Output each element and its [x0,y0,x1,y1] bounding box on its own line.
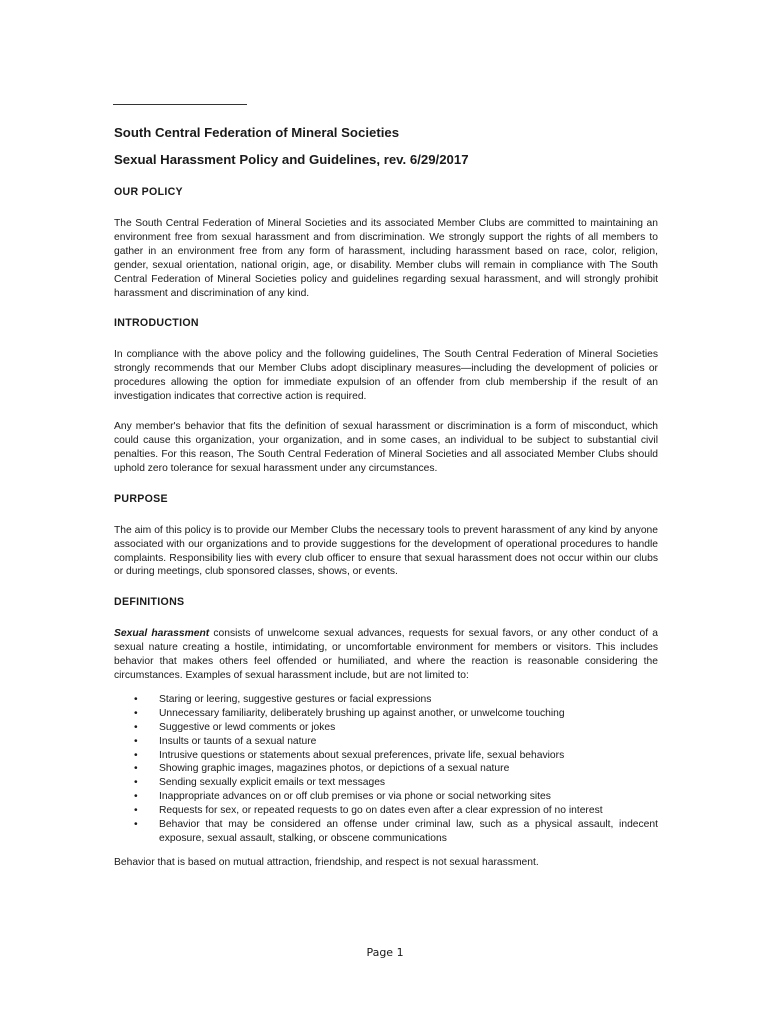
bullet-icon: • [134,763,138,775]
list-item: • Staring or leering, suggestive gestures or facial expressions [134,693,432,705]
purpose-paragraph: The aim of this policy is to provide our Member Clubs the necessary tools to prevent harassment of any kind by anyone associated with our organizations and to provide suggestions for the development of operational procedures to handle complaints. Responsibility lies with every club officer to ensure that sexual harassment does not occur within our clubs or during meetings, club sponsored classes, shows, or events. [114,524,658,578]
list-item: • Showing graphic images, magazines photos, or depictions of a sexual nature [134,763,510,775]
bullet-icon: • [134,805,138,817]
section-heading-purpose: PURPOSE [114,492,168,505]
examples-list [114,693,658,846]
document-body [114,124,658,886]
section-heading-definitions: DEFINITIONS [114,596,185,609]
bullet-icon: • [134,721,138,733]
bullet-icon: • [134,735,138,747]
organization-title: South Central Federation of Mineral Societies [114,125,400,140]
bullet-icon: • [134,693,138,705]
bullet-icon: • [134,749,138,761]
signature-line [113,104,247,105]
list-item: • Inappropriate advances on or off club premises or via phone or social networking sites [134,791,551,803]
document-title: Sexual Harassment Policy and Guidelines, rev. 6/29/2017 [114,152,469,167]
list-item: • Behavior that may be considered an offense under criminal law, such as a physical assault, indecent exposure, sexual assault, stalking, or obscene communications [134,819,658,844]
list-item: • Suggestive or lewd comments or jokes [134,721,336,733]
section-heading-introduction: INTRODUCTION [114,317,199,330]
list-item: • Insults or taunts of a sexual nature [134,735,317,747]
definition-paragraph [114,627,658,683]
bullet-icon: • [134,777,138,789]
bullet-icon: • [134,707,138,719]
closing-paragraph: Behavior that is based on mutual attraction, friendship, and respect is not sexual harassment. [114,856,539,868]
list-item: • Intrusive questions or statements about sexual preferences, private life, sexual behaviors [134,749,565,761]
bullet-icon: • [134,791,138,803]
defined-term: Sexual harassment [114,628,210,640]
list-item: • Sending sexually explicit emails or text messages [134,777,386,789]
policy-paragraph: The South Central Federation of Mineral Societies and its associated Member Clubs are committed to maintaining an environment free from sexual harassment and from discrimination. We strongly support the rights of all members to gather in an environment free from any form of harassment, including harassment based on race, color, religion, gender, sexual orientation, national origin, age, or disability. Member clubs will remain in compliance with The South Central Federation of Mineral Societies policy and guidelines regarding sexual harassment, and will strongly prohibit harassment and discrimination of any kind. [114,218,658,299]
introduction-paragraph-1: In compliance with the above policy and the following guidelines, The South Central Federation of Mineral Societies strongly recommends that our Member Clubs adopt disciplinary measures—including the development of policies or procedures allowing the option for immediate expulsion of an offender from club membership if the result of an investigation indicates that corrective action is required. [114,349,658,403]
definition-text: consists of unwelcome sexual advances, requests for sexual favors, or any other conduct of a sexual nature creating a hostile, intimidating, or uncomfortable environment for members or visitors. This includes behavior that makes others feel offended or humiliated, and where the reaction is reasonable considering the circumstances. Examples of sexual harassment include, but are not limited to: [114,628,658,682]
bullet-icon: • [134,819,138,831]
list-item: • Unnecessary familiarity, deliberately brushing up against another, or unwelcome touching [134,707,565,719]
list-item: • Requests for sex, or repeated requests to go on dates even after a clear expression of no interest [134,805,603,817]
page-number: Page 1 [366,946,404,959]
introduction-paragraph-2: Any member's behavior that fits the definition of sexual harassment or discrimination is a form of misconduct, which could cause this organization, your organization, and in some cases, an individual to be subject to substantial civil penalties. For this reason, The South Central Federation of Mineral Societies and all associated Member Clubs should uphold zero tolerance for sexual harassment under any circumstances. [114,421,658,474]
section-heading-policy: OUR POLICY [114,186,183,198]
